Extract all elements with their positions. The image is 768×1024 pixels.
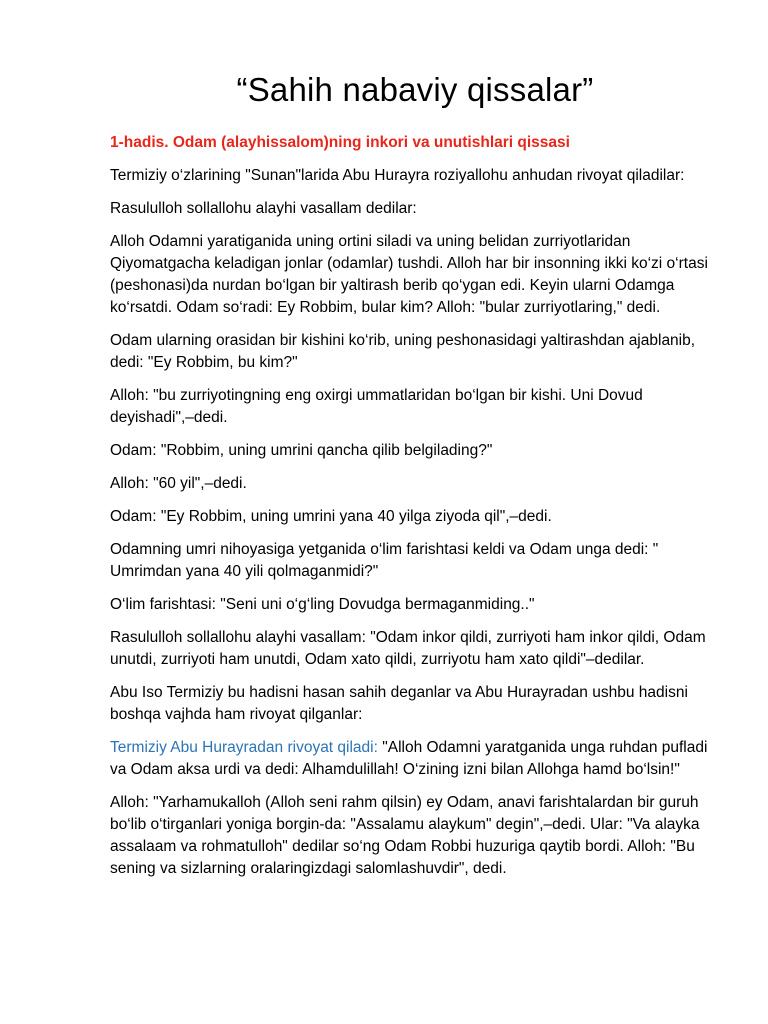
paragraph: Termiziy o‘zlarining "Sunan"larida Abu Hurayra roziyallohu anhudan rivoyat qiladilar: (110, 167, 685, 184)
document-title: “Sahih nabaviy qissalar” (236, 71, 594, 108)
paragraph: Rasululloh sollallohu alayhi vasallam: "Odam inkor qildi, zurriyoti ham inkor qildi, Odam unutdi, zurriyoti ham unutdi, Odam xato qildi, zurriyotu ham xato qildi"–dedilar. (110, 629, 706, 668)
paragraph: Alloh: "60 yil",–dedi. (110, 475, 247, 492)
paragraph: Odamning umri nihoyasiga yetganida o‘lim farishtasi keldi va Odam unga dedi: " Umrimdan yana 40 yili qolmaganmidi?" (110, 541, 659, 580)
hadith-heading: 1-hadis. Odam (alayhissalom)ning inkori va unutishlari qissasi (110, 134, 570, 151)
closing-paragraph: Alloh: "Yarhamukalloh (Alloh seni rahm qilsin) ey Odam, anavi farishtalardan bir guruh bo‘lib o‘tirganlari yoniga borgin-da: "Assalamu alaykum" degin",–dedi. Ular: "Va alayka assalaam va rohmatulloh" dedilar so‘ng Odam Robbi huzuriga qaytib bordi. Alloh: "Bu sening va sizlarning oralaringizdagi salomlashuvdir", dedi. (110, 794, 700, 877)
paragraph: Odam ularning orasidan bir kishini ko‘rib, uning peshonasidagi yaltirashdan ajablanib, dedi: "Ey Robbim, bu kim?" (110, 332, 696, 371)
paragraph: Alloh Odamni yaratiganida uning orti​ni siladi va uning belidan zurriyotlaridan Qiyomatgacha keladigan jonlar (odamlar) tushdi. Alloh har bir insonning ikki ko‘zi o‘rtasi (peshonasi)da nurdan bo‘lgan bir yaltirash berib qo‘ygan edi. Keyin ularni Odamga ko‘rsatdi. Odam so‘radi: Ey Robbim, bular kim? Alloh: "bular zurriyotlaring," dedi. (110, 233, 708, 316)
reference-lead: Termiziy Abu Hurayradan rivoyat qiladi: (110, 739, 378, 756)
reference-text: "Alloh Odamni yaratganida unga ruhdan pufladi va Odam aksa urdi va dedi: Alhamdulillah! O‘zining izni bilan Allohga hamd bo‘lsin!" (110, 739, 708, 778)
paragraph: Alloh: "bu zurriyotingning eng oxirgi ummatlaridan bo‘lgan bir kishi. Uni Dovud deyishadi",–dedi. (110, 387, 643, 426)
document-page (110, 68, 720, 891)
paragraph: Abu Iso Termiziy bu hadisni hasan sahih deganlar va Abu Hurayradan ushbu hadisni boshqa vajhda ham rivoyat qilganlar: (110, 684, 688, 723)
reference-paragraph (110, 737, 720, 781)
paragraph-list (110, 165, 720, 726)
paragraph: O‘lim farishtasi: "Seni uni o‘g‘ling Dovudga bermaganmiding.." (110, 596, 535, 613)
paragraph: Odam: "Robbim, uning umrini qancha qilib belgilading?" (110, 442, 493, 459)
paragraph: Odam: "Ey Robbim, uning umrini yana 40 yilga ziyoda qil",–dedi. (110, 508, 552, 525)
paragraph: Rasululloh sollallohu alayhi vasallam dedilar: (110, 200, 417, 217)
